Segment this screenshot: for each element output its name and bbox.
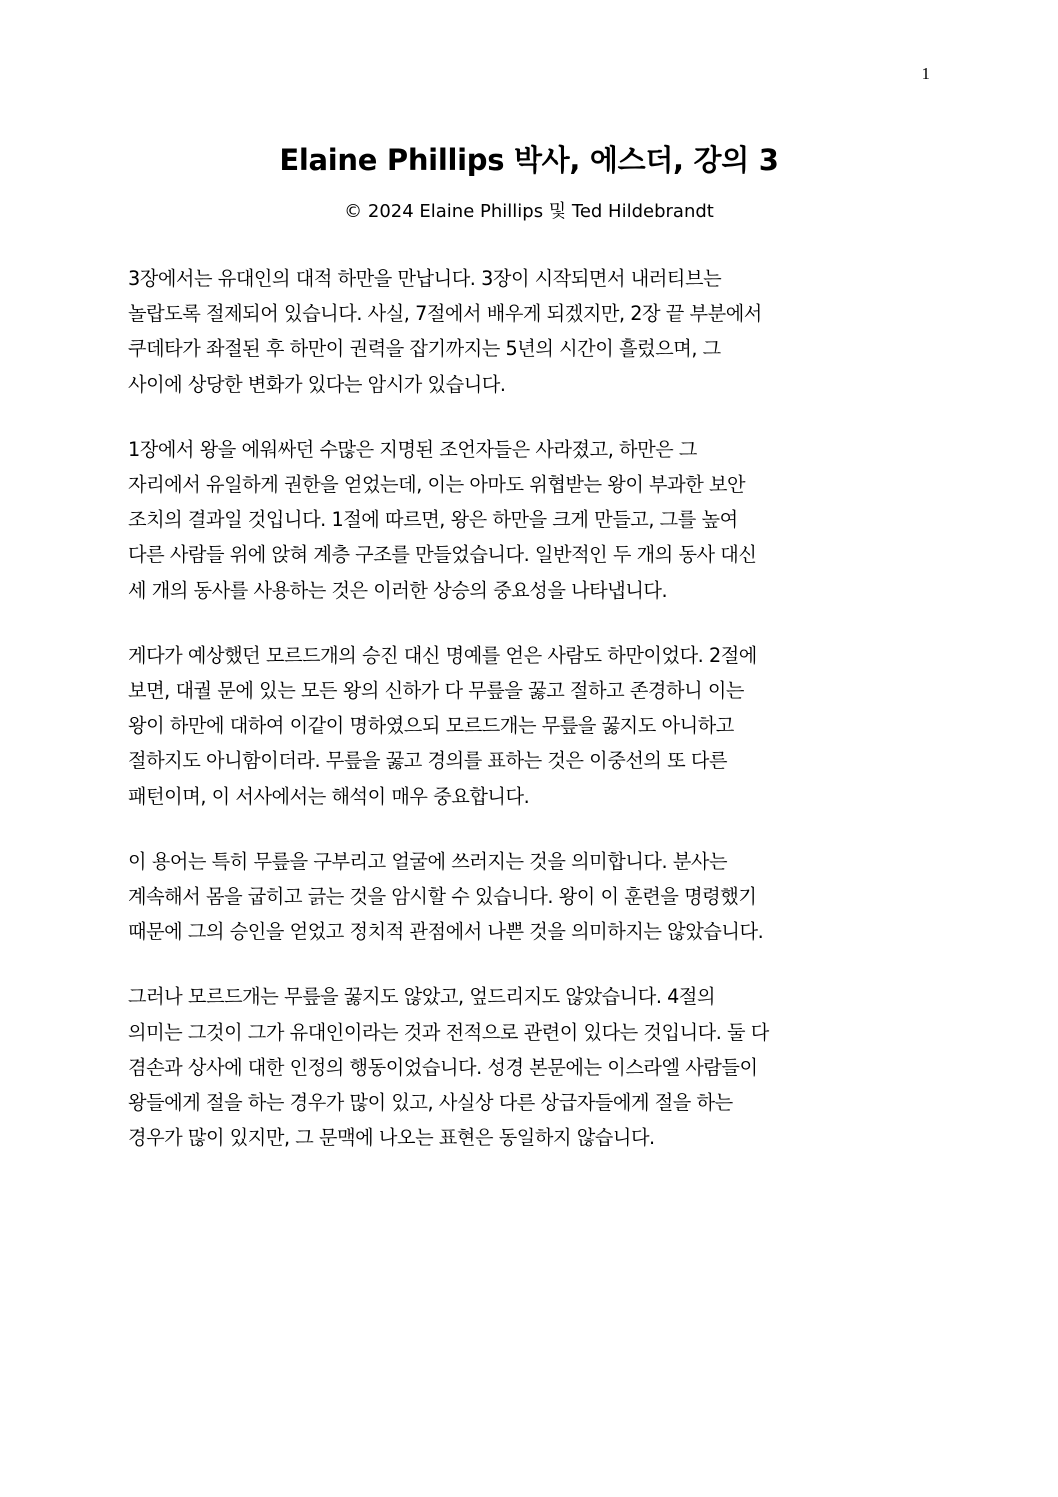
text-line: 왕들에게 절을 하는 경우가 많이 있고, 사실상 다른 상급자들에게 절을 하는 <box>128 1091 733 1115</box>
text-line: 절하지도 아니함이더라. 무릎을 꿇고 경의를 표하는 것은 이중선의 또 다른 <box>128 749 728 773</box>
text-line: 1장에서 왕을 에워싸던 수많은 지명된 조언자들은 사라졌고, 하만은 그 <box>128 437 697 461</box>
paragraph <box>128 844 928 950</box>
text-line: 계속해서 몸을 굽히고 긁는 것을 암시할 수 있습니다. 왕이 이 훈련을 명령했기 <box>128 885 757 909</box>
text-line: 패턴이며, 이 서사에서는 해석이 매우 중요합니다. <box>128 784 530 808</box>
document-body <box>128 261 928 1185</box>
page-number: 1 <box>921 64 930 83</box>
text-line: 이 용어는 특히 무릎을 구부리고 얼굴에 쓰러지는 것을 의미합니다. 분사는 <box>128 849 728 873</box>
text-line: 3장에서는 유대인의 대적 하만을 만납니다. 3장이 시작되면서 내러티브는 <box>128 267 722 290</box>
text-line: 때문에 그의 승인을 얻었고 정치적 관점에서 나쁜 것을 의미하지는 않았습니다. <box>128 920 764 944</box>
text-line: 왕이 하만에 대하여 이같이 명하였으되 모르드개는 무릎을 꿇지도 아니하고 <box>128 714 734 738</box>
text-line: 겸손과 상사에 대한 인정의 행동이었습니다. 성경 본문에는 이스라엘 사람들이 <box>128 1055 758 1079</box>
copyright-line: © 2024 Elaine Phillips 및 Ted Hildebrandt <box>344 201 714 222</box>
text-line: 놀랍도록 절제되어 있습니다. 사실, 7절에서 배우게 되겠지만, 2장 끝 부분에서 <box>128 302 762 326</box>
text-line: 세 개의 동사를 사용하는 것은 이러한 상승의 중요성을 나타냅니다. <box>128 578 668 602</box>
text-line: 사이에 상당한 변화가 있다는 암시가 있습니다. <box>128 372 506 396</box>
paragraph <box>128 432 928 608</box>
text-line: 쿠데타가 좌절된 후 하만이 권력을 잡기까지는 5년의 시간이 흘렀으며, 그 <box>128 337 721 361</box>
text-line: 경우가 많이 있지만, 그 문맥에 나오는 표현은 동일하지 않습니다. <box>128 1126 655 1150</box>
text-line: 조치의 결과일 것입니다. 1절에 따르면, 왕은 하만을 크게 만들고, 그를 높여 <box>128 508 738 532</box>
paragraph <box>128 638 928 814</box>
paragraph <box>128 979 928 1155</box>
text-line: 게다가 예상했던 모르드개의 승진 대신 명예를 얻은 사람도 하만이었다. 2절에 <box>128 643 757 667</box>
text-line: 보면, 대궐 문에 있는 모든 왕의 신하가 다 무릎을 꿇고 절하고 존경하니 이는 <box>128 679 744 703</box>
text-line: 그러나 모르드개는 무릎을 꿇지도 않았고, 엎드리지도 않았습니다. 4절의 <box>128 985 716 1009</box>
paragraph <box>128 261 928 402</box>
text-line: 의미는 그것이 그가 유대인이라는 것과 전적으로 관련이 있다는 것입니다. 둘 다 <box>128 1020 769 1044</box>
text-line: 자리에서 유일하게 권한을 얻었는데, 이는 아마도 위협받는 왕이 부과한 보안 <box>128 473 746 497</box>
document-title: Elaine Phillips 박사, 에스더, 강의 3 <box>279 143 779 177</box>
text-line: 다른 사람들 위에 앉혀 계층 구조를 만들었습니다. 일반적인 두 개의 동사 대신 <box>128 543 757 567</box>
